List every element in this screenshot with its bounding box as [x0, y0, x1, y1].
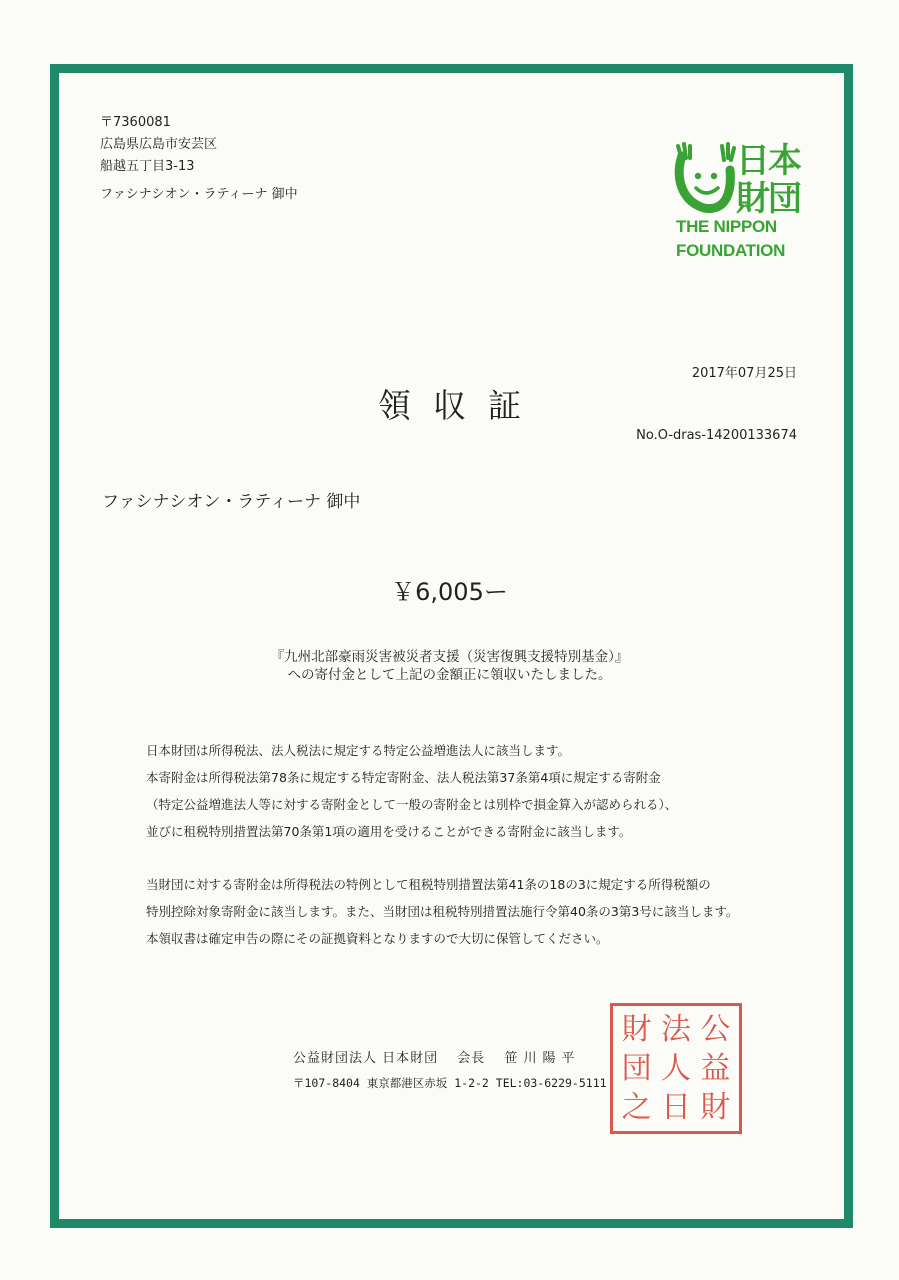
tax-notes-block-2 [146, 871, 738, 952]
receipt-number: No.O-dras-14200133674 [636, 428, 797, 443]
logo-kanji-line-1: 日本 [736, 141, 800, 181]
addressee: ファシナシオン・ラティーナ 御中 [100, 187, 298, 202]
note-line: 日本財団は所得税法、法人税法に規定する特定公益増進法人に該当します。 [146, 743, 571, 758]
logo-english-line-2: FOUNDATION [676, 241, 786, 260]
address-line-2: 船越五丁目3-13 [100, 159, 195, 174]
issue-date: 2017年07月25日 [691, 366, 797, 381]
seal-characters: 財 法 公 団 人 益 之 日 財 [621, 1011, 731, 1125]
note-line: 並びに租税特別措置法第70条第1項の適用を受けることができる寄附金に該当します。 [146, 824, 632, 839]
logo-english-line-1: THE NIPPON [676, 217, 777, 236]
note-line: 特別控除対象寄附金に該当します。また、当財団は租税特別措置法施行令第40条の3第3号に該当します。 [146, 904, 739, 919]
address-line-1: 広島県広島市安芸区 [100, 137, 218, 152]
document-title: 領収証 [378, 386, 543, 425]
official-seal-stamp [610, 1003, 742, 1134]
purpose-line-1: 『九州北部豪雨災害被災者支援（災害復興支援特別基金）』 [270, 649, 629, 665]
donation-amount: ￥6,005ー [391, 578, 508, 606]
smiling-face-logo-icon [674, 142, 736, 216]
note-line: 当財団に対する寄附金は所得税法の特例として租税特別措置法第41条の18の3に規定する所得税額の [146, 877, 711, 892]
nippon-foundation-logo [674, 142, 804, 267]
recipient-name: ファシナシオン・ラティーナ 御中 [102, 492, 361, 512]
purpose-statement [0, 648, 899, 684]
issuer-line [293, 1047, 594, 1066]
issuer-role: 会長 [457, 1051, 486, 1066]
logo-kanji [736, 142, 800, 218]
purpose-line-2: への寄付金として上記の金額正に領収いたしました。 [287, 667, 612, 683]
logo-kanji-line-2: 財団 [736, 179, 800, 219]
note-line: （特定公益増進法人等に対する寄附金として一般の寄附金とは別枠で損金算入が認められる）、 [146, 797, 678, 812]
issuer-name: 笹川陽平 [504, 1051, 581, 1066]
note-line: 本寄附金は所得税法第78条に規定する特定寄附金、法人税法第37条第4項に規定する寄附金 [146, 770, 661, 785]
note-line: 本領収書は確定申告の際にその証拠資料となりますので大切に保管してください。 [146, 931, 609, 946]
issuer-organization: 公益財団法人 日本財団 [293, 1051, 439, 1066]
tax-notes-block-1 [146, 737, 677, 845]
postal-code: 〒7360081 [100, 115, 171, 130]
issuer-address: 〒107-8404 東京都港区赤坂 1-2-2 TEL:03-6229-5111 [293, 1076, 607, 1090]
